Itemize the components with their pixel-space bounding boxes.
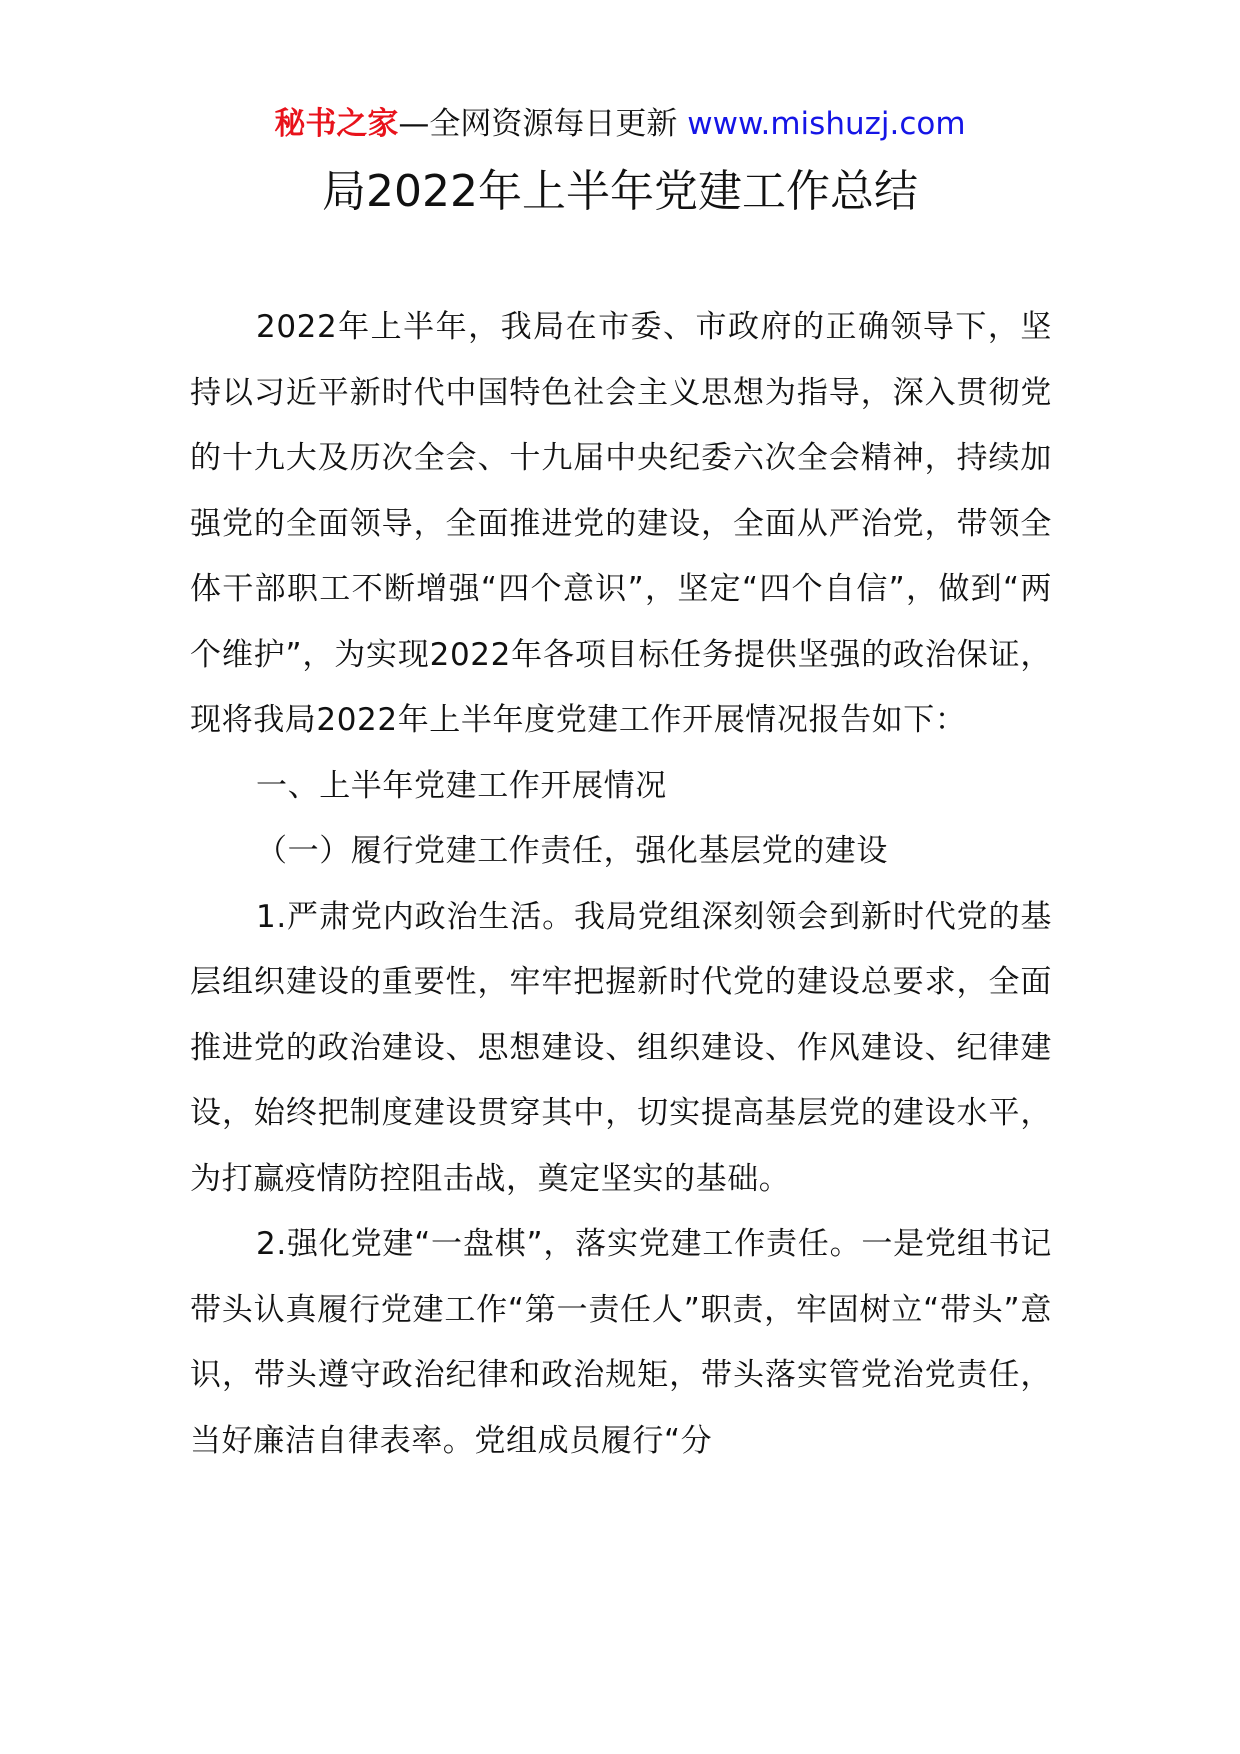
- section-heading: 一、上半年党建工作开展情况: [256, 767, 667, 804]
- item-paragraph-2: 2.强化党建“一盘棋”，落实党建工作责任。一是党组书记带头认真履行党建工作“第一责任人”职责，牢固树立“带头”意识，带头遵守政治纪律和政治规矩，带头落实管党治党责任，当好廉洁自律表率。党组成员履行“分: [190, 1226, 1052, 1459]
- document-title: 局2022年上半年党建工作总结: [322, 166, 918, 217]
- brand-name: 秘书之家: [274, 106, 399, 142]
- intro-paragraph: 2022年上半年，我局在市委、市政府的正确领导下，坚持以习近平新时代中国特色社会主义思想为指导，深入贯彻党的十九大及历次全会、十九届中央纪委六次全会精神，持续加强党的全面领导，全面推进党的建设，全面从严治党，带领全体干部职工不断增强“四个意识”，坚定“四个自信”，做到“两个维护”，为实现2022年各项目标任务提供坚强的政治保证，现将我局2022年上半年度党建工作开展情况报告如下：: [190, 309, 1052, 738]
- item-paragraph-1: 1.严肃党内政治生活。我局党组深刻领会到新时代党的基层组织建设的重要性，牢牢把握新时代党的建设总要求，全面推进党的政治建设、思想建设、组织建设、作风建设、纪律建设，始终把制度建设贯穿其中，切实提高基层党的建设水平，为打赢疫情防控阻击战，奠定坚实的基础。: [190, 898, 1052, 1197]
- document-body: [190, 295, 1052, 1474]
- site-slogan: —全网资源每日更新: [398, 106, 678, 142]
- site-url-link[interactable]: www.mishuzj.com: [687, 106, 966, 142]
- subsection-heading: （一）履行党建工作责任，强化基层党的建设: [256, 833, 888, 869]
- site-banner: [0, 102, 1240, 146]
